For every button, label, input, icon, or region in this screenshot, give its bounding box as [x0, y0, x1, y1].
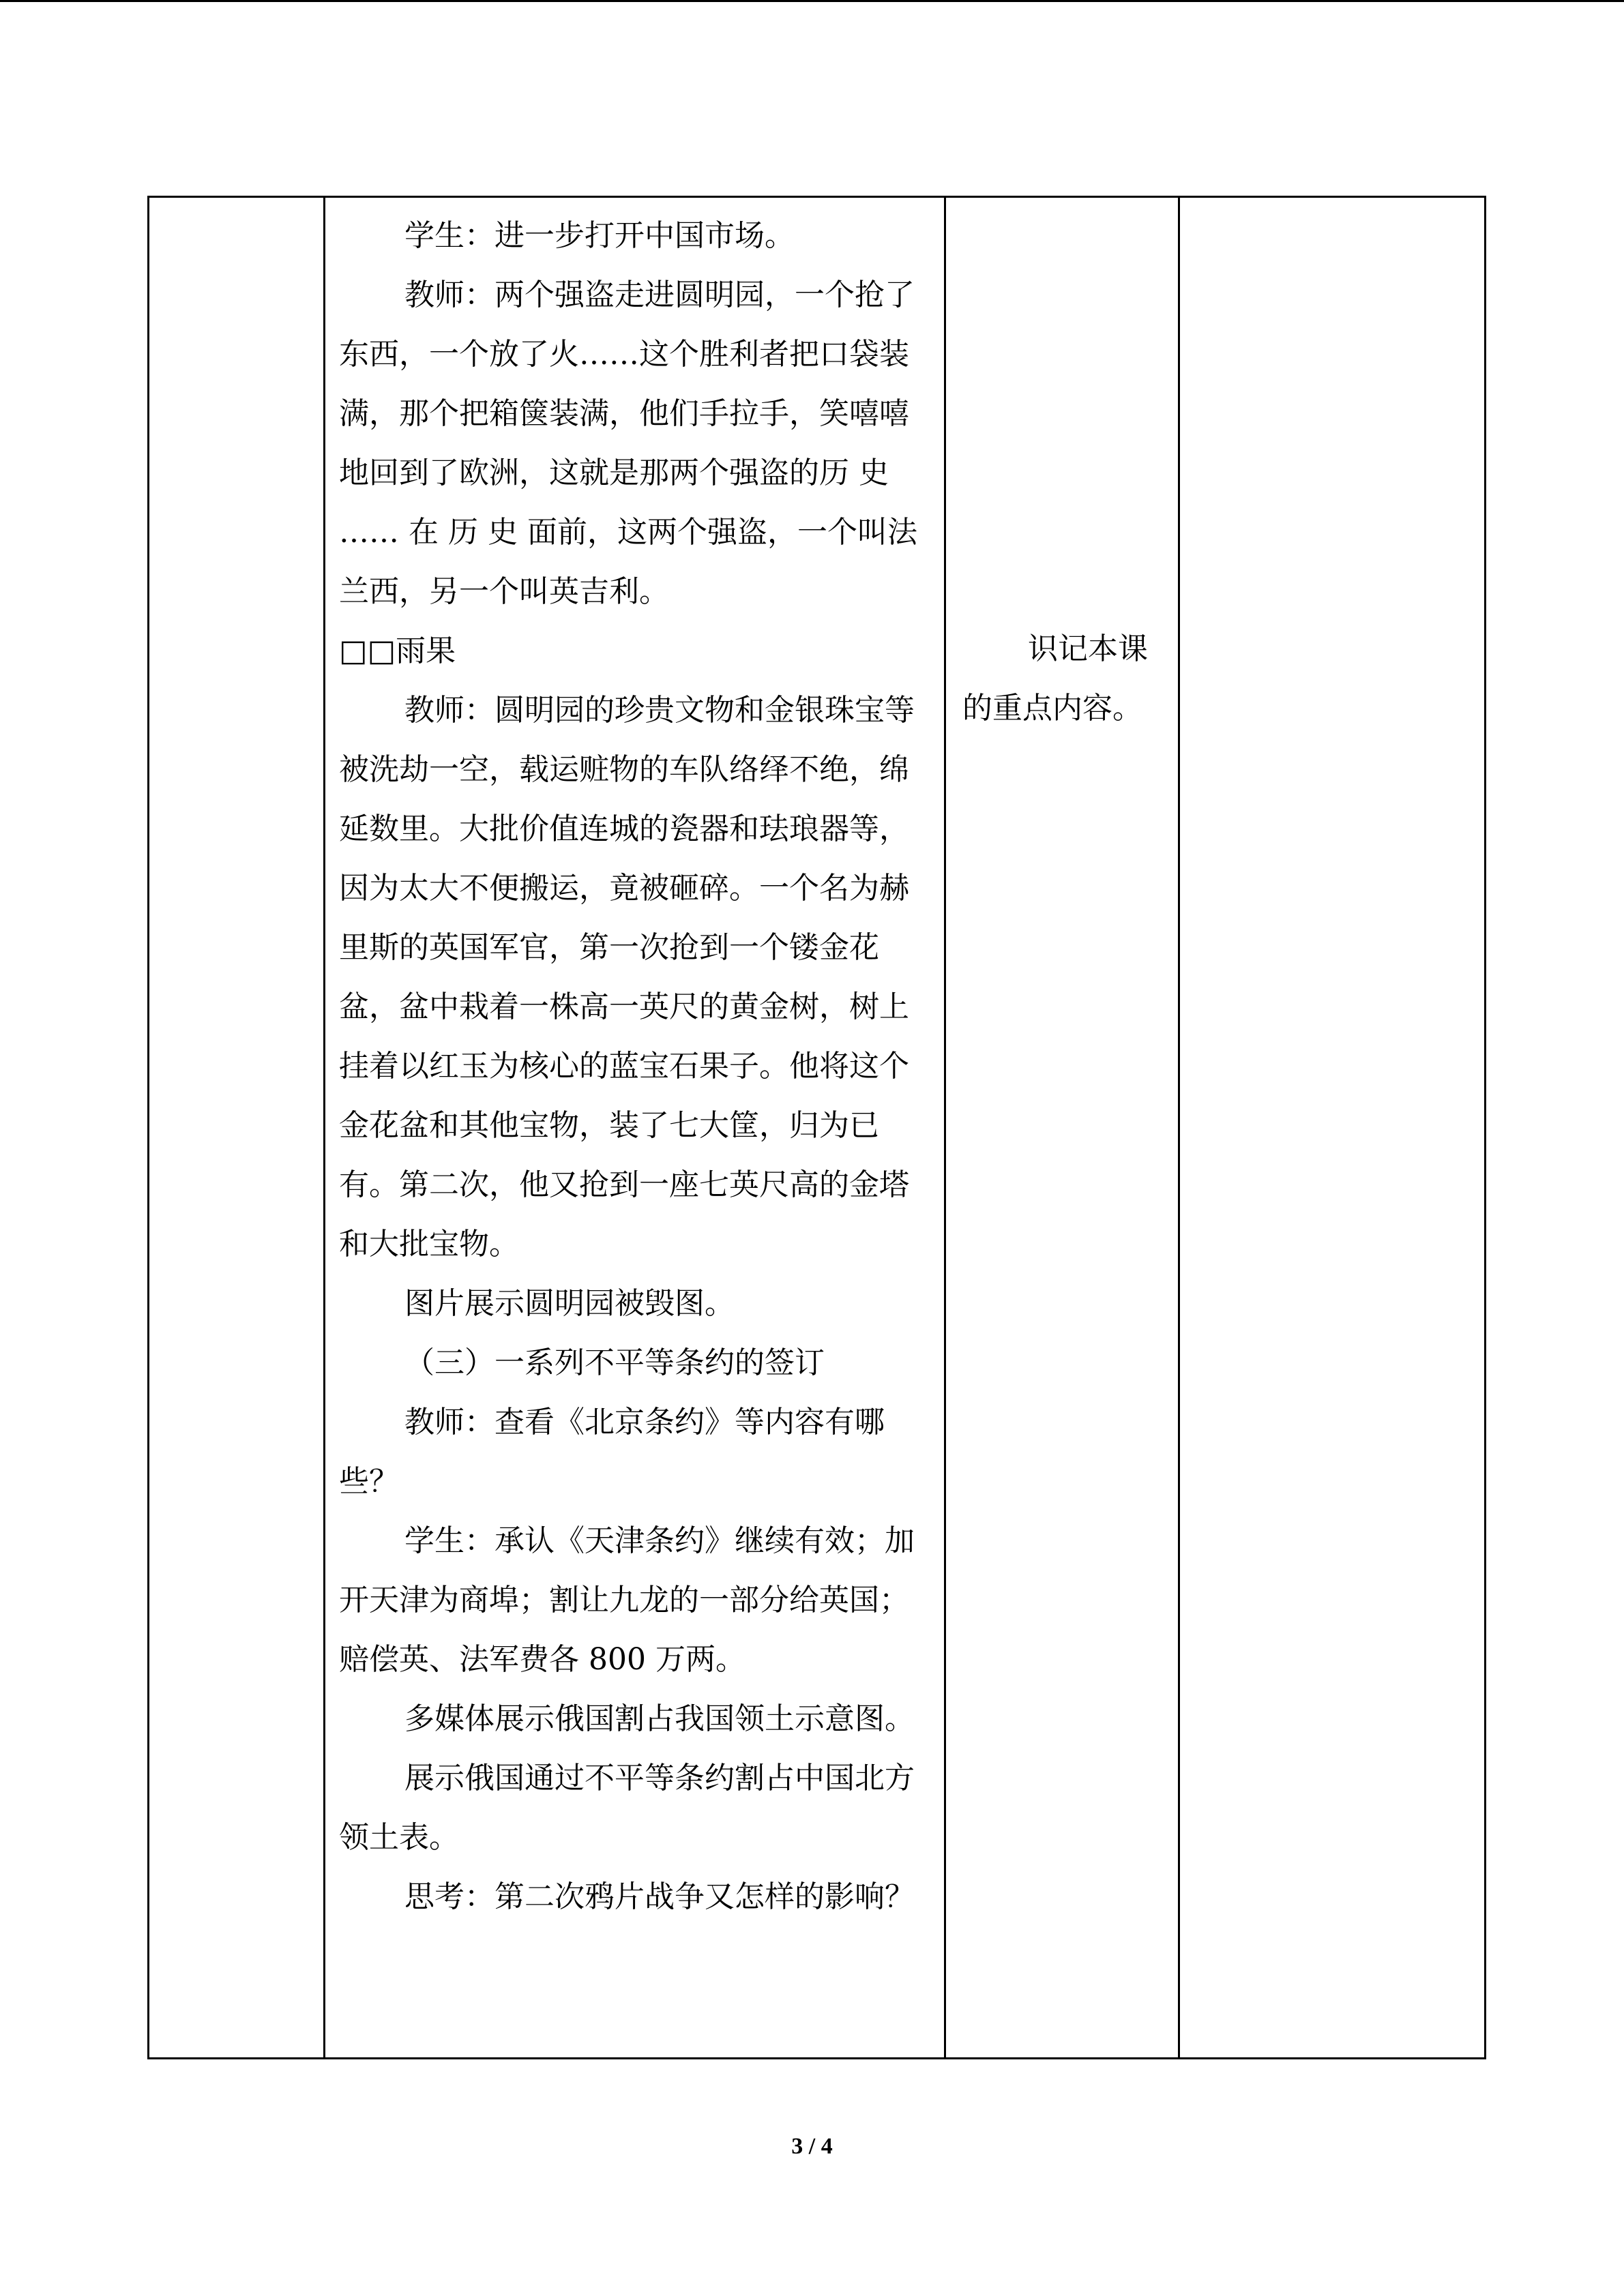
- process-paragraph: 多媒体展示俄国割占我国领土示意图。: [404, 1701, 915, 1736]
- design-intent-note: [946, 619, 1178, 738]
- process-paragraph: 教师：查看《北京条约》等内容有哪些？: [339, 1405, 885, 1499]
- notes-cell: [1179, 197, 1486, 2059]
- process-paragraph: 思考：第二次鸦片战争又怎样的影响？: [404, 1879, 915, 1914]
- process-paragraph: 学生：承认《天津条约》继续有效；加开天津为商埠；割让九龙的一部分给英国；赔偿英、法军费各 800 万两。: [339, 1523, 915, 1677]
- process-paragraph: 图片展示圆明园被毁图。: [404, 1286, 735, 1321]
- process-paragraph: 教师：圆明园的珍贵文物和金银珠宝等被洗劫一空，载运赃物的车队络绎不绝，绵延数里。大批价值连城的瓷器和珐琅器等，因为太大不便搬运，竟被砸碎。一个名为赫里斯的英国军官，第一次抢到一个镂金花盆，盆中栽着一株高一英尺的黄金树，树上挂着以红玉为核心的蓝宝石果子。他将这个金花盆和其他宝物，装了七大筐，归为已有。第二次，他又抢到一座七英尺高的金塔和大批宝物。: [339, 693, 915, 1262]
- teaching-process-cell: [325, 197, 945, 2059]
- lesson-plan-table: [147, 196, 1486, 2059]
- segment-cell: [149, 197, 325, 2059]
- page-number: 3 / 4: [791, 2134, 833, 2159]
- top-border-line: [0, 0, 1624, 2]
- process-paragraph: 学生：进一步打开中国市场。: [404, 218, 795, 253]
- process-paragraph: 教师：两个强盗走进圆明园，一个抢了东西，一个放了火……这个胜利者把口袋装满，那个把箱箧装满，他们手拉手，笑嘻嘻地回到了欧洲，这就是那两个强盗的历 史 …… 在 历 史 面前，这两个强盗，一个叫法兰西，另一个叫英吉利。: [339, 278, 917, 609]
- process-paragraph: （三）一系列不平等条约的签订: [404, 1345, 825, 1380]
- design-intent-text: 识记本课的重点内容。: [962, 631, 1148, 726]
- table-row: [149, 197, 1486, 2059]
- design-intent-cell: [945, 197, 1179, 2059]
- teaching-process-text: [325, 198, 944, 1926]
- process-paragraph: □□雨果: [339, 633, 456, 668]
- process-paragraph: 展示俄国通过不平等条约割占中国北方领土表。: [339, 1761, 915, 1855]
